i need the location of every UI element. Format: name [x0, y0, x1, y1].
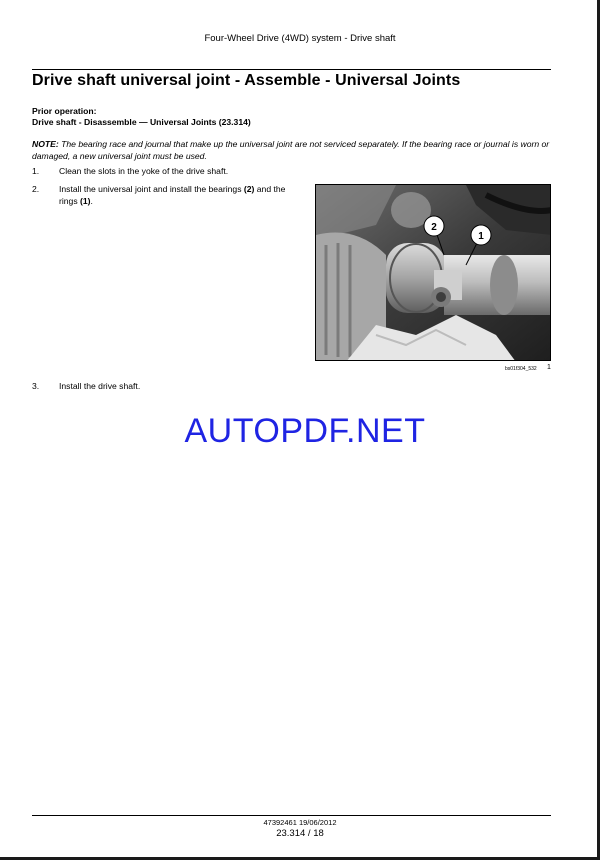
callout-ref-bearings: (2): [243, 184, 255, 194]
callout-ref-rings: (1): [80, 196, 91, 206]
note-text: The bearing race and journal that make up the universal joint are not serviced separately. If the bearing race or journal is worn or damaged, a new universal joint must be used.: [32, 139, 550, 161]
note-paragraph: [32, 139, 554, 162]
callout-1-label: 1: [478, 231, 484, 242]
step-text: Install the drive shaft.: [59, 381, 141, 391]
prior-operation-link[interactable]: Drive shaft - Disassemble — Universal Joints (23.314): [32, 117, 251, 127]
footer-document-code: 47392461 19/06/2012: [263, 818, 337, 827]
callout-2-label: 2: [431, 222, 437, 233]
footer-divider: [32, 815, 551, 816]
step-3: [32, 380, 312, 392]
running-header: Four-Wheel Drive (4WD) system - Drive shaft: [204, 33, 396, 44]
figure-number: 1: [547, 364, 551, 371]
step-number: 2.: [32, 184, 40, 194]
prior-operation-label: Prior operation:: [32, 106, 97, 116]
footer-page-number: 23.314 / 18: [276, 828, 324, 839]
step-number: 3.: [32, 381, 40, 391]
universal-joint-photo: [316, 185, 551, 361]
note-label: NOTE:: [32, 139, 59, 149]
watermark-text: AUTOPDF.NET: [184, 412, 426, 450]
figure-photo-universal-joint: [315, 184, 551, 361]
step-2: [32, 183, 312, 209]
section-title: Drive shaft universal joint - Assemble - Universal Joints: [32, 72, 461, 89]
step-number: 1.: [32, 166, 40, 176]
prior-operation: [32, 106, 251, 128]
step-text: Install the universal joint and install the bearings (2) and the rings (1).: [59, 184, 286, 206]
figure-code: bs01f304_532: [505, 366, 537, 372]
step-1: [32, 165, 312, 177]
header-divider: [32, 69, 551, 70]
step-text: Clean the slots in the yoke of the drive shaft.: [59, 166, 229, 176]
